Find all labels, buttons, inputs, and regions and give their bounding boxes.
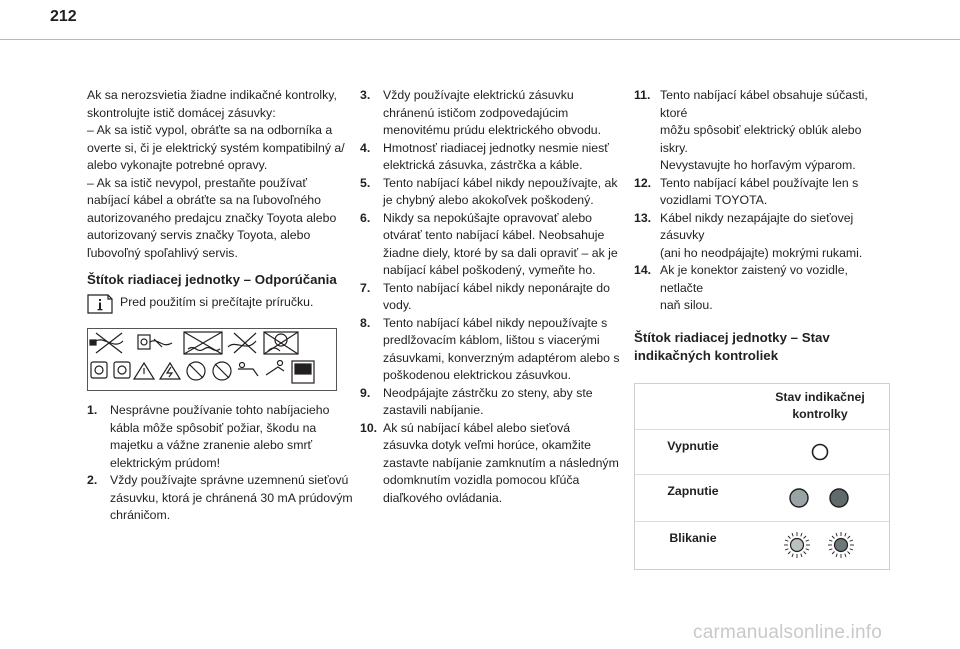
list-item: [634, 262, 892, 315]
no-extension-cord-icon: [90, 333, 123, 353]
item-number: 3.: [360, 88, 371, 102]
table-cell: [751, 522, 889, 569]
item-text: Tento nabíjací kábel používajte len s vozidlami TOYOTA.: [660, 175, 859, 207]
item-number: 9.: [360, 385, 371, 400]
table-row: [635, 474, 889, 521]
intro-line: autorizovaného predajcu značky Toyota alebo: [87, 210, 337, 225]
item-number: 12.: [634, 175, 652, 190]
intro-line: alebo vykonajte potrebné opravy.: [87, 158, 268, 172]
table-cell: [751, 475, 889, 521]
item-text: Nikdy sa nepokúšajte opravovať alebo otvárať tento nabíjací kábel. Neobsahuje žiadne diely, ktoré by sa dali opraviť – ak je nabíjací kábel poškodený, vymeňte ho.: [383, 210, 618, 277]
item-number: 1.: [87, 403, 98, 417]
recommendations-list-2: [360, 87, 622, 507]
table-row-label: Zapnutie: [667, 483, 719, 498]
table-row-label: Vypnutie: [667, 438, 719, 453]
table-cell: [751, 430, 889, 474]
no-adapter-icon: [138, 335, 172, 349]
section-heading-recommendations: Štítok riadiacej jednotky – Odporúčania: [87, 272, 337, 287]
table-row: [635, 521, 889, 569]
table-row: [635, 429, 889, 474]
indicator-off-icon: [808, 440, 832, 464]
list-item: [360, 385, 622, 420]
intro-paragraph: [87, 87, 357, 262]
table-header-row: [635, 384, 889, 429]
item-text: Vždy používajte správne uzemnenú sieťovú zásuvku, ktorá je chránená 30 mA prúdovým chráničom.: [110, 473, 353, 522]
no-wet-hands-icon: [264, 332, 298, 354]
list-item: [360, 175, 622, 210]
intro-line: – Ak sa istič vypol, obráťte sa na odborníka a: [87, 123, 333, 137]
manual-note: [87, 294, 357, 314]
table-row-label: Blikanie: [669, 530, 717, 545]
list-item: [360, 87, 622, 140]
item-number: 13.: [634, 210, 652, 225]
column-2: [360, 87, 622, 507]
item-text: Tento nabíjací kábel nikdy nepoužívajte s predlžovacím káblom, lištou s viacerými zásuvkami, konverzným adaptérom alebo s poškodenou elektrickou zásuvkou.: [383, 315, 620, 382]
item-text: Nesprávne používanie tohto nabíjacieho kábla môže spôsobiť požiar, škodu na majetku a vážne zranenie alebo smrť elektrickým prúdom!: [110, 403, 330, 470]
recommendations-list-3: [634, 87, 892, 315]
list-item: [360, 140, 622, 175]
item-number: 4.: [360, 140, 371, 155]
intro-line: Ak sa nerozsvietia žiadne indikačné kontrolky,: [87, 88, 337, 102]
list-item: [360, 210, 622, 280]
indicator-on-icon: [785, 485, 855, 511]
list-item: [634, 210, 892, 263]
column-1: [87, 87, 357, 525]
control-unit-label-image: [87, 328, 337, 391]
section-heading-indicator-status: Štítok riadiacej jednotky – Stav indikačných kontroliek: [634, 329, 830, 363]
table-header-cell: Stav indikačnej kontrolky: [775, 390, 865, 421]
header-divider: [0, 39, 960, 40]
list-item: [87, 402, 357, 472]
list-item: [360, 315, 622, 385]
intro-line: overte si, či je elektrický systém kompatibilný a/: [87, 140, 345, 155]
item-text: Ak sú nabíjací kábel alebo sieťová zásuvka dotyk veľmi horúce, okamžite zastavte nabíjanie zamknutím a následným odomknutím vozidla pomocou kľúča diaľkového ovládania.: [383, 420, 619, 505]
item-number: 5.: [360, 175, 371, 190]
item-text: Tento nabíjací kábel obsahuje súčasti, ktoré môžu spôsobiť elektrický oblúk alebo iskry. Nevystavujte ho horľavým výparom.: [660, 88, 868, 172]
list-item: [634, 175, 892, 210]
column-3: [634, 87, 892, 570]
item-number: 10.: [360, 420, 378, 435]
item-text: Vždy používajte elektrickú zásuvku chránenú ističom zodpovedajúcim menovitému prúdu elektrického obvodu.: [383, 88, 602, 137]
item-number: 8.: [360, 315, 371, 330]
item-text: Ak je konektor zaistený vo vozidle, netlačte naň silou.: [660, 263, 848, 312]
list-item: [87, 472, 357, 525]
item-number: 6.: [360, 210, 371, 225]
item-number: 7.: [360, 280, 371, 295]
table-header-empty-cell: [635, 384, 751, 429]
list-item: [634, 87, 892, 175]
item-number: 11.: [634, 88, 651, 102]
indicator-status-table: [634, 383, 890, 570]
indicator-blinking-icon: [781, 530, 859, 560]
warning-symbols-icon: [88, 329, 336, 390]
intro-line: ľubovoľný spoľahlivý servis.: [87, 245, 238, 260]
intro-line: skontrolujte istič domácej zásuvky:: [87, 105, 276, 120]
item-number: 14.: [634, 263, 652, 277]
no-damaged-socket-icon: [228, 333, 256, 353]
recommendations-list-1: [87, 402, 357, 525]
item-text: Tento nabíjací kábel nikdy nepoužívajte, ak je chybný alebo akokoľvek poškodený.: [383, 175, 618, 207]
no-immersion-icon: [184, 332, 222, 354]
list-item: [360, 420, 622, 508]
intro-line: – Ak sa istič nevypol, prestaňte používať: [87, 175, 307, 190]
item-text: Neodpájajte zástrčku zo steny, aby ste zastavili nabíjanie.: [383, 385, 593, 417]
intro-line: nabíjací kábel a obráťte sa na ľubovoľného: [87, 193, 321, 207]
note-text: Pred použitím si prečítajte príručku.: [120, 295, 314, 309]
item-number: 2.: [87, 473, 98, 487]
read-manual-icon: [87, 294, 113, 314]
watermark: carmanualsonline.info: [693, 622, 883, 643]
item-text: Kábel nikdy nezapájajte do sieťovej zásuvky (ani ho neodpájajte) mokrými rukami.: [660, 210, 863, 260]
item-text: Hmotnosť riadiacej jednotky nesmie niesť elektrická zásuvka, zástrčka a káble.: [383, 140, 609, 172]
item-text: Tento nabíjací kábel nikdy neponárajte do vody.: [383, 280, 610, 312]
list-item: [360, 280, 622, 315]
intro-line: autorizovaný servis značky Toyota, alebo: [87, 228, 311, 242]
page-number: 212: [50, 8, 77, 25]
